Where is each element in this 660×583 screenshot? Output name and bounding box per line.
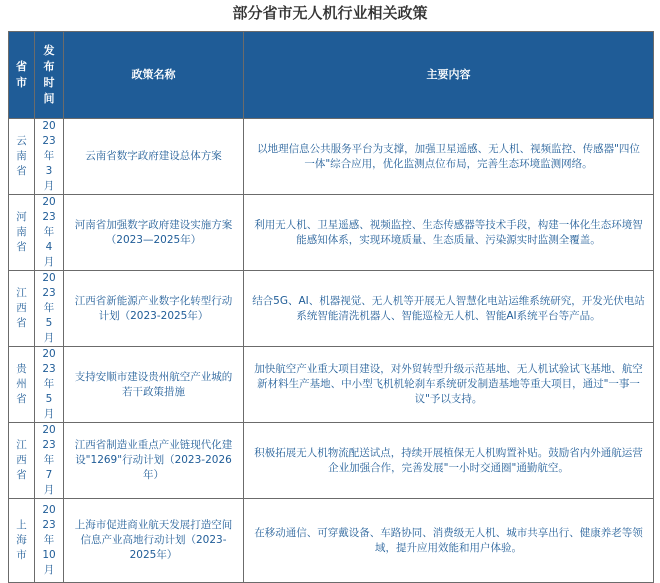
table-row bbox=[9, 499, 654, 583]
date-cell: 2023年4月 bbox=[35, 195, 64, 271]
table-body bbox=[9, 119, 654, 583]
table-header bbox=[9, 32, 654, 119]
date-cell: 2023年5月 bbox=[35, 271, 64, 347]
policy-name-cell: 云南省数字政府建设总体方案 bbox=[64, 119, 244, 195]
table-row bbox=[9, 119, 654, 195]
table-row bbox=[9, 271, 654, 347]
date-cell: 2023年10月 bbox=[35, 499, 64, 583]
province-cell: 云南省 bbox=[9, 119, 35, 195]
date-cell: 2023年5月 bbox=[35, 347, 64, 423]
header-name: 政策名称 bbox=[64, 32, 244, 119]
header-date: 发布时间 bbox=[35, 32, 64, 119]
province-cell: 贵州省 bbox=[9, 347, 35, 423]
content-cell: 积极拓展无人机物流配送试点，持续开展植保无人机购置补贴。鼓励省内外通航运营企业加强合作，完善发展"一小时交通圈"通勤航空。 bbox=[244, 423, 654, 499]
policy-name-cell: 支持安顺市建设贵州航空产业城的若干政策措施 bbox=[64, 347, 244, 423]
table-row bbox=[9, 195, 654, 271]
date-cell: 2023年3月 bbox=[35, 119, 64, 195]
province-cell: 河南省 bbox=[9, 195, 35, 271]
province-cell: 上海市 bbox=[9, 499, 35, 583]
content-cell: 结合5G、AI、机器视觉、无人机等开展无人智慧化电站运维系统研究，开发光伏电站系统智能清洗机器人、智能巡检无人机、智能AI系统平台等产品。 bbox=[244, 271, 654, 347]
policy-name-cell: 江西省制造业重点产业链现代化建设"1269"行动计划（2023-2026年） bbox=[64, 423, 244, 499]
policy-name-cell: 河南省加强数字政府建设实施方案（2023—2025年） bbox=[64, 195, 244, 271]
table-row bbox=[9, 423, 654, 499]
province-cell: 江西省 bbox=[9, 271, 35, 347]
province-cell: 江西省 bbox=[9, 423, 35, 499]
header-content: 主要内容 bbox=[244, 32, 654, 119]
content-cell: 在移动通信、可穿戴设备、车路协同、消费级无人机、城市共享出行、健康养老等领域，提升应用效能和用户体验。 bbox=[244, 499, 654, 583]
table-row bbox=[9, 347, 654, 423]
content-cell: 利用无人机、卫星遥感、视频监控、生态传感器等技术手段，构建一体化生态环境智能感知体系，实现环境质量、生态质量、污染源实时监测全覆盖。 bbox=[244, 195, 654, 271]
page-title: 部分省市无人机行业相关政策 bbox=[232, 4, 428, 22]
content-cell: 加快航空产业重大项目建设，对外贸转型升级示范基地、无人机试验试飞基地、航空新材料生产基地、中小型飞机机轮刹车系统研发制造基地等重大项目，通过"一事一议"予以支持。 bbox=[244, 347, 654, 423]
header-province: 省市 bbox=[9, 32, 35, 119]
content-cell: 以地理信息公共服务平台为支撑，加强卫星遥感、无人机、视频监控、传感器"四位一体"综合应用，优化监测点位布局，完善生态环境监测网络。 bbox=[244, 119, 654, 195]
policy-table bbox=[8, 31, 654, 583]
date-cell: 2023年7月 bbox=[35, 423, 64, 499]
policy-name-cell: 江西省新能源产业数字化转型行动计划（2023-2025年） bbox=[64, 271, 244, 347]
header-row bbox=[9, 32, 654, 119]
policy-name-cell: 上海市促进商业航天发展打造空间信息产业高地行动计划（2023-2025年） bbox=[64, 499, 244, 583]
